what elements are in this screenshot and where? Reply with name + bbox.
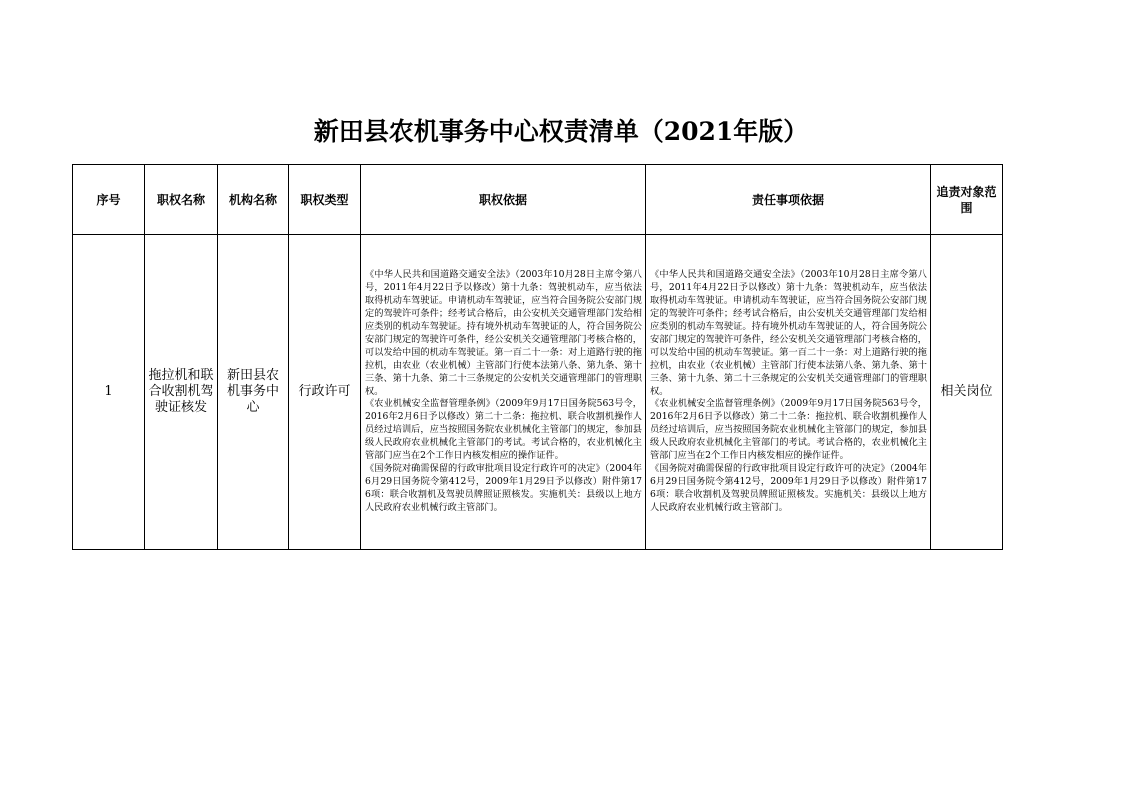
header-index: 序号: [73, 165, 145, 235]
cell-agency-name: [218, 235, 289, 550]
duty-list-table: [72, 164, 1003, 550]
power-basis-paragraph: 《国务院对确需保留的行政审批项目设定行政许可的决定》（2004年6月29日国务院令第412号，2009年1月29日予以修改）附件第176项：联合收割机及驾驶员牌照证照核发。实施机关：县级以上地方人民政府农业机械行政主管部门。: [365, 462, 642, 513]
duty-basis-text: [646, 269, 930, 514]
power-basis-paragraph: 《农业机械安全监督管理条例》（2009年9月17日国务院563号令，2016年2月6日予以修改）第二十二条：拖拉机、联合收割机操作人员经过培训后，应当按照国务院农业机械化主管部门的规定，参加县级人民政府农业机械化主管部门的考试。考试合格的，农业机械化主管部门应当在2个工作日内核发相应的操作证件。: [365, 398, 642, 462]
header-agency-name: 机构名称: [218, 165, 289, 235]
header-power-type: 职权类型: [289, 165, 361, 235]
table-header-row: [73, 165, 1003, 235]
duty-basis-paragraph: 《农业机械安全监督管理条例》（2009年9月17日国务院563号令，2016年2月6日予以修改）第二十二条：拖拉机、联合收割机操作人员经过培训后，应当按照国务院农业机械化主管部门的规定，参加县级人民政府农业机械化主管部门的考试。考试合格的，农业机械化主管部门应当在2个工作日内核发相应的操作证件。: [650, 398, 927, 462]
cell-power-name: [145, 235, 218, 550]
cell-power-basis: [361, 235, 646, 550]
table-row: [73, 235, 1003, 550]
page-title: 新田县农机事务中心权责清单（2021年版）: [313, 117, 809, 146]
header-power-basis: 职权依据: [361, 165, 646, 235]
cell-accountability-scope: 相关岗位: [931, 235, 1003, 550]
cell-power-type: 行政许可: [289, 235, 361, 550]
cell-duty-basis: [646, 235, 931, 550]
agency-name-text: 新田县农机事务中心: [226, 368, 279, 415]
header-accountability-scope: [931, 165, 1003, 235]
power-basis-paragraph: 《中华人民共和国道路交通安全法》（2003年10月28日主席令第八号，2011年4月22日予以修改）第十九条：驾驶机动车，应当依法取得机动车驾驶证。申请机动车驾驶证，应当符合国务院公安部门规定的驾驶许可条件；经考试合格后，由公安机关交通管理部门发给相应类别的机动车驾驶证。持有境外机动车驾驶证的人，符合国务院公安部门规定的驾驶许可条件，经公安机关交通管理部门考核合格的，可以发给中国的机动车驾驶证。第一百二十一条：对上道路行驶的拖拉机，由农业（农业机械）主管部门行使本法第八条、第九条、第十三条、第十九条、第二十三条规定的公安机关交通管理部门的管理职权。: [365, 269, 642, 397]
power-name-text: 拖拉机和联合收割机驾驶证核发: [148, 368, 214, 415]
header-power-name: 职权名称: [145, 165, 218, 235]
header-accountability-scope-label: 追责对象范围: [936, 184, 997, 215]
duty-basis-paragraph: 《中华人民共和国道路交通安全法》（2003年10月28日主席令第八号，2011年4月22日予以修改）第十九条：驾驶机动车，应当依法取得机动车驾驶证。申请机动车驾驶证，应当符合国务院公安部门规定的驾驶许可条件；经考试合格后，由公安机关交通管理部门发给相应类别的机动车驾驶证。持有境外机动车驾驶证的人，符合国务院公安部门规定的驾驶许可条件，经公安机关交通管理部门考核合格的，可以发给中国的机动车驾驶证。第一百二十一条：对上道路行驶的拖拉机，由农业（农业机械）主管部门行使本法第八条、第九条、第十三条、第十九条、第二十三条规定的公安机关交通管理部门的管理职权。: [650, 269, 927, 397]
header-duty-basis: 责任事项依据: [646, 165, 931, 235]
power-basis-text: [361, 269, 645, 514]
cell-index: 1: [73, 235, 145, 550]
duty-basis-paragraph: 《国务院对确需保留的行政审批项目设定行政许可的决定》（2004年6月29日国务院令第412号，2009年1月29日予以修改）附件第176项：联合收割机及驾驶员牌照证照核发。实施机关：县级以上地方人民政府农业机械行政主管部门。: [650, 462, 927, 513]
